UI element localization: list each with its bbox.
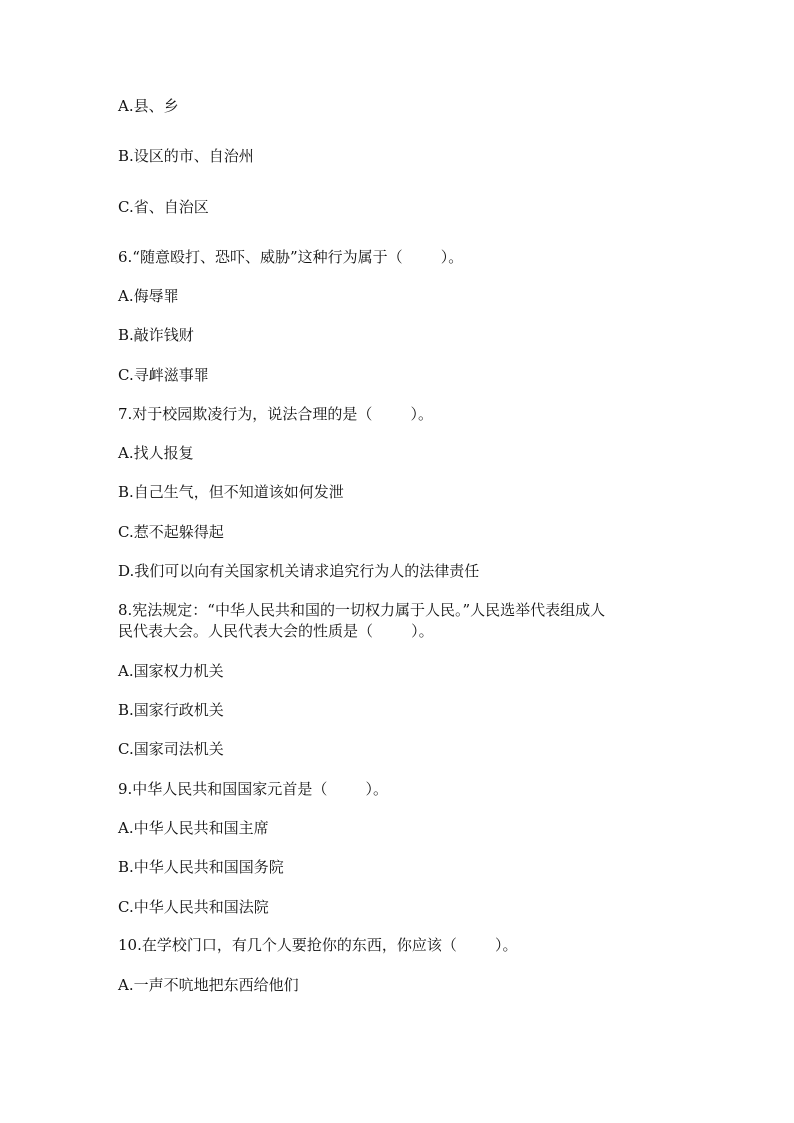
q7-stem: 7.对于校园欺凌行为，说法合理的是（ ）。 xyxy=(118,405,433,423)
q6-option-c: C.寻衅滋事罪 xyxy=(118,366,209,384)
q5-option-c: C.省、自治区 xyxy=(118,198,209,216)
q7-option-c: C.惹不起躲得起 xyxy=(118,523,224,541)
q7-option-a: A.找人报复 xyxy=(118,444,194,462)
q10-option-a: A.一声不吭地把东西给他们 xyxy=(118,976,299,994)
q8-stem-line2: 民代表大会。人民代表大会的性质是（ ）。 xyxy=(118,622,434,640)
q10-stem: 10.在学校门口，有几个人要抢你的东西，你应该（ ）。 xyxy=(118,936,518,954)
q5-option-a: A.县、乡 xyxy=(118,97,179,115)
q9-stem: 9.中华人民共和国国家元首是（ ）。 xyxy=(118,780,388,798)
q6-stem: 6.“随意殴打、恐吓、威胁”这种行为属于（ ）。 xyxy=(118,248,464,266)
q7-option-d: D.我们可以向有关国家机关请求追究行为人的法律责任 xyxy=(118,562,480,580)
q8-option-a: A.国家权力机关 xyxy=(118,662,224,680)
q7-option-b: B.自己生气，但不知道该如何发泄 xyxy=(118,483,344,501)
q9-option-c: C.中华人民共和国法院 xyxy=(118,898,269,916)
q8-option-c: C.国家司法机关 xyxy=(118,740,224,758)
q8-stem-line1: 8.宪法规定：“中华人民共和国的一切权力属于人民。”人民选举代表组成人 xyxy=(118,601,606,619)
q5-option-b: B.设区的市、自治州 xyxy=(118,147,254,165)
q6-option-b: B.敲诈钱财 xyxy=(118,326,194,344)
q6-option-a: A.侮辱罪 xyxy=(118,287,179,305)
q9-option-b: B.中华人民共和国国务院 xyxy=(118,858,284,876)
q8-option-b: B.国家行政机关 xyxy=(118,701,224,719)
q9-option-a: A.中华人民共和国主席 xyxy=(118,819,269,837)
